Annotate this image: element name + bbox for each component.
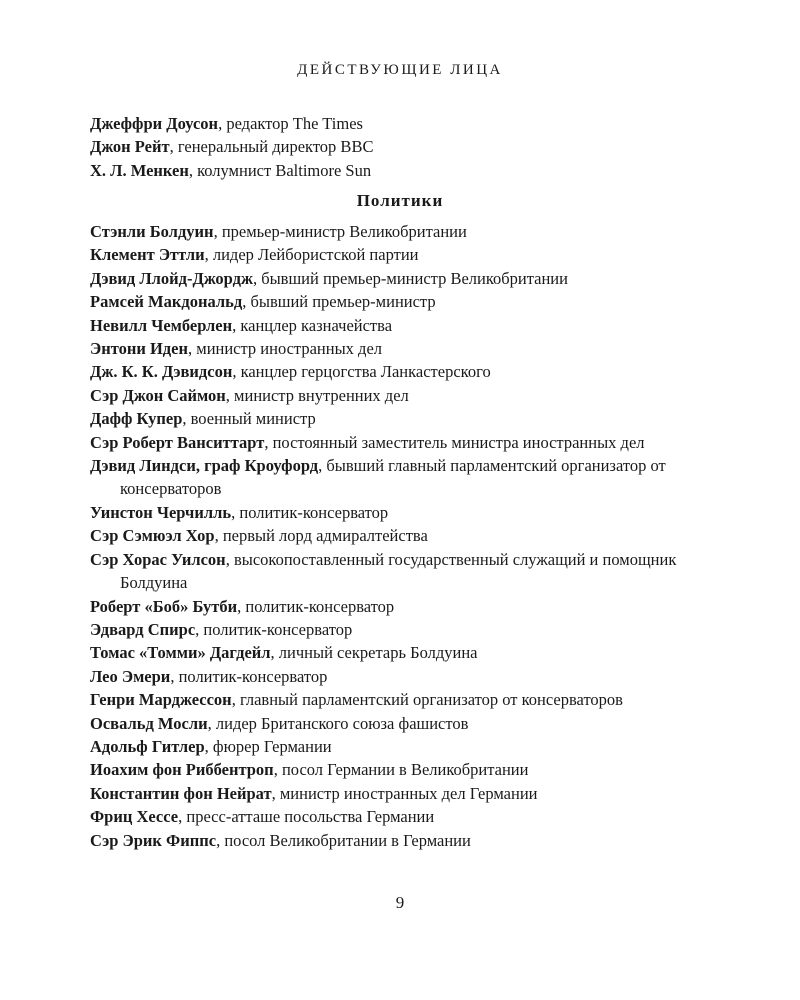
person-name: Сэр Джон Саймон	[90, 385, 226, 405]
list-item	[90, 360, 690, 383]
person-role: , политик-консерватор	[237, 596, 395, 616]
person-name: Дэвид Ллойд-Джордж	[90, 268, 253, 288]
list-item	[90, 454, 690, 501]
person-name: Томас «Томми» Дагдейл	[90, 643, 271, 663]
person-name: Рамсей Макдональд	[90, 292, 243, 312]
person-role: , редактор The Times	[218, 114, 363, 133]
person-role: , канцлер герцогства Ланкастерского	[232, 362, 491, 382]
list-item	[90, 135, 690, 158]
list-item	[90, 407, 690, 430]
list-item	[90, 243, 690, 266]
person-name: Сэр Хорас Уилсон	[90, 549, 226, 569]
person-role: , министр внутренних дел	[225, 385, 409, 405]
list-item	[90, 829, 690, 852]
list-item	[90, 384, 690, 407]
person-role: , министр иностранных дел Германии	[271, 783, 538, 803]
person-role: , бывший премьер-министр Великобритании	[252, 268, 568, 288]
person-name: Роберт «Боб» Бутби	[90, 596, 238, 616]
list-item	[90, 665, 690, 688]
list-item	[90, 595, 690, 618]
person-role: , военный министр	[182, 409, 316, 429]
list-item	[90, 712, 690, 735]
person-name: Сэр Сэмюэл Хор	[90, 526, 215, 546]
journalists-list	[90, 112, 690, 182]
person-role: , лидер Британского союза фашистов	[207, 713, 469, 733]
person-name: Клемент Эттли	[90, 245, 205, 265]
list-item	[90, 618, 690, 641]
person-role: , политик-консерватор	[170, 666, 328, 686]
list-item	[90, 267, 690, 290]
person-name: Иоахим фон Риббентроп	[90, 760, 274, 780]
person-name: Сэр Эрик Фиппс	[90, 830, 217, 850]
person-name: Джон Рейт	[90, 137, 170, 157]
person-role: , посол Великобритании в Германии	[216, 830, 471, 850]
person-role: , колумнист Baltimore Sun	[188, 160, 372, 180]
person-name: Эдвард Спирс	[90, 619, 196, 639]
list-item	[90, 735, 690, 758]
person-name: Энтони Иден	[90, 339, 188, 359]
person-name: Константин фон Нейрат	[90, 783, 272, 803]
person-name: Лео Эмери	[90, 666, 171, 686]
person-name: Дж. К. К. Дэвидсон	[90, 362, 233, 382]
person-name: Х. Л. Менкен	[90, 160, 189, 180]
person-role: , политик-консерватор	[231, 502, 389, 522]
section-title-politicians: Политики	[356, 191, 444, 210]
person-name: Уинстон Черчилль	[90, 502, 232, 522]
list-item	[90, 688, 690, 711]
list-item	[90, 112, 690, 135]
person-role: , посол Германии в Великобритании	[273, 760, 529, 780]
list-item	[90, 501, 690, 524]
list-item	[90, 220, 690, 243]
person-role: , главный парламентский организатор от консерваторов	[231, 690, 623, 710]
person-name: Джеффри Доусон	[90, 114, 219, 133]
politicians-list	[90, 220, 690, 852]
list-item	[90, 314, 690, 337]
person-name: Стэнли Болдуин	[90, 222, 214, 241]
person-role: , пресс-атташе посольства Германии	[178, 807, 435, 827]
list-item	[90, 159, 690, 182]
person-role: , премьер-министр Великобритании	[213, 222, 467, 241]
person-name: Дафф Купер	[90, 409, 183, 429]
person-role: , фюрер Германии	[204, 736, 332, 756]
person-role: , политик-консерватор	[195, 619, 353, 639]
person-name: Невилл Чемберлен	[90, 315, 233, 335]
running-head: ДЕЙСТВУЮЩИЕ ЛИЦА	[297, 62, 503, 78]
person-name: Фриц Хессе	[90, 807, 179, 827]
list-item	[90, 290, 690, 313]
person-role: , высокопоставленный государственный служащий и помощник Болдуина	[120, 549, 677, 593]
person-role: , первый лорд адмиралтейства	[214, 526, 428, 546]
person-role: , генеральный директор BBC	[169, 137, 374, 157]
person-role: , лидер Лейбористской партии	[204, 245, 419, 265]
person-name: Сэр Роберт Ванситтарт	[90, 432, 265, 452]
person-name: Генри Марджессон	[90, 690, 232, 710]
list-item	[90, 758, 690, 781]
person-role: , постоянный заместитель министра иностранных дел	[264, 432, 645, 452]
person-name: Освальд Мосли	[90, 713, 208, 733]
list-item	[90, 805, 690, 828]
list-item	[90, 431, 690, 454]
list-item	[90, 524, 690, 547]
person-role: , канцлер казначейства	[232, 315, 393, 335]
person-name: Адольф Гитлер	[90, 736, 205, 756]
person-role: , министр иностранных дел	[188, 339, 382, 359]
list-item	[90, 548, 690, 595]
list-item	[90, 782, 690, 805]
person-role: , личный секретарь Болдуина	[270, 643, 478, 663]
list-item	[90, 641, 690, 664]
person-name: Дэвид Линдси, граф Кроуфорд	[90, 456, 319, 476]
list-item	[90, 337, 690, 360]
person-role: , бывший главный парламентский организатор от консерваторов	[120, 456, 666, 499]
page-number: 9	[395, 893, 405, 912]
person-role: , бывший премьер-министр	[242, 292, 436, 312]
